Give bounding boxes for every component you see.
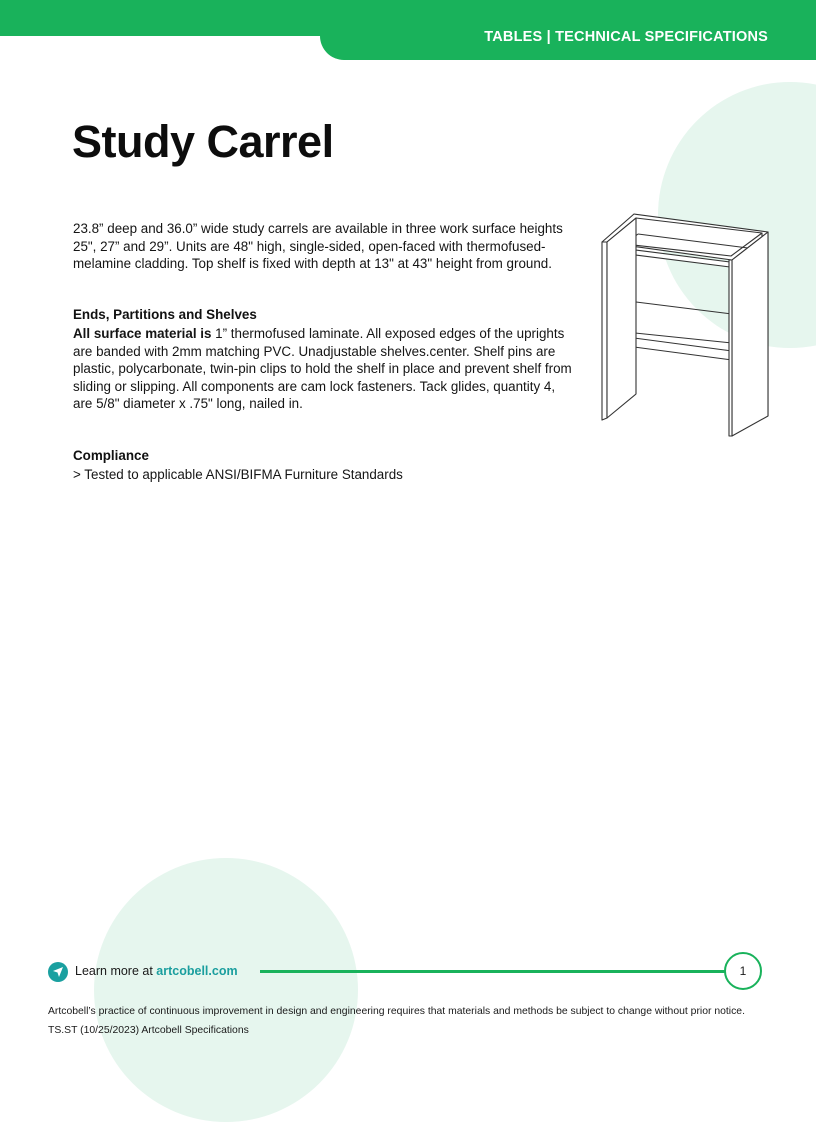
header-title: TABLES | TECHNICAL SPECIFICATIONS: [484, 29, 768, 45]
decorative-circle-bottom: [94, 858, 358, 1122]
compliance-heading: Compliance: [73, 448, 149, 463]
study-carrel-illustration: [598, 210, 774, 442]
learn-more-text: [75, 964, 238, 978]
ends-text: 1” thermofused laminate. All exposed edges of the uprights are banded with 2mm matching PVC. Unadjustable shelves.center. Shelf pins are plastic, polycarbonate, twin-pin clips to hold the shelf in place and prevent shelf from sliding or slipping. All components are cam lock fasteners. Tack glides, quantity 4, are 5/8" diameter x .75" long, nailed in.: [73, 326, 572, 412]
intro-paragraph: 23.8” deep and 36.0” wide study carrels are available in three work surface heights 25", 27” and 29”. Units are 48" high, single-sided, open-faced with thermofused-melamine cladding. Top shelf is fixed with depth at 13" at 43" height from ground.: [73, 221, 563, 272]
ends-paragraph: [73, 325, 573, 413]
ends-heading: Ends, Partitions and Shelves: [73, 307, 257, 322]
learn-more-prefix: Learn more at: [75, 964, 157, 978]
page-title: Study Carrel: [72, 116, 334, 167]
footer-divider: [260, 970, 726, 973]
website-link[interactable]: artcobell.com: [156, 964, 238, 978]
compliance-item: > Tested to applicable ANSI/BIFMA Furniture Standards: [73, 467, 403, 482]
ends-lead: All surface material is: [73, 326, 212, 341]
footer-doc-code: TS.ST (10/25/2023) Artcobell Specifications: [48, 1025, 249, 1036]
page-number: 1: [724, 952, 762, 990]
footer-disclaimer: Artcobell’s practice of continuous improvement in design and engineering requires that materials and methods be subject to change without prior notice.: [48, 1006, 745, 1017]
navigation-arrow-icon: [48, 962, 68, 982]
